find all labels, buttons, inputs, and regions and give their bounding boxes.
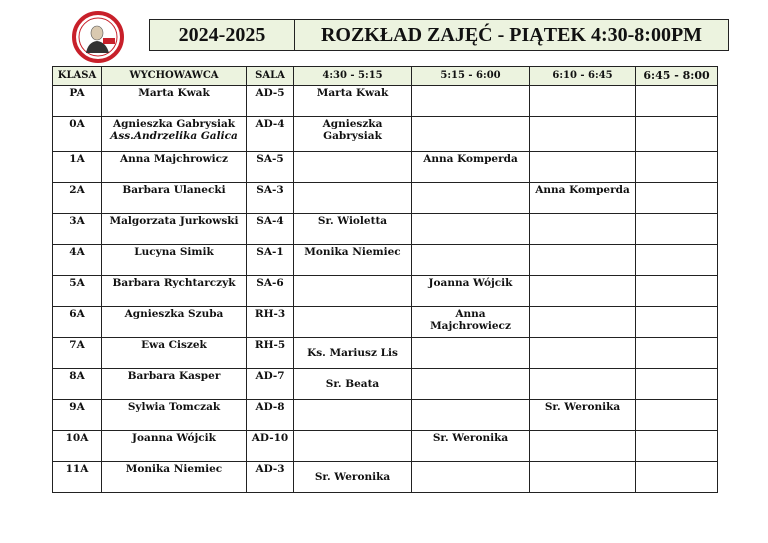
table-row [53,338,718,369]
slot-cell [530,214,636,245]
slot-cell [412,214,530,245]
slot-cell: Sr. Weronika [530,400,636,431]
slot-cell [294,400,412,431]
sala-cell: AD-8 [247,400,294,431]
slot-cell [636,307,718,338]
slot-cell: Marta Kwak [294,86,412,117]
wychowawca-cell: Sylwia Tomczak [102,400,247,431]
slot-cell [530,86,636,117]
slot-cell [412,369,530,400]
wychowawca-cell: Barbara Ulanecki [102,183,247,214]
wychowawca-cell: Malgorzata Jurkowski [102,214,247,245]
wychowawca-cell: Monika Niemiec [102,462,247,493]
slot-cell [636,400,718,431]
klasa-cell: 4A [53,245,102,276]
klasa-cell: 10A [53,431,102,462]
slot-cell [636,214,718,245]
slot-cell [530,152,636,183]
school-logo [72,11,124,63]
slot-cell [412,117,530,152]
table-row [53,245,718,276]
school-year: 2024-2025 [150,20,295,50]
slot-cell [412,400,530,431]
sala-cell: AD-3 [247,462,294,493]
slot-cell [636,462,718,493]
slot-cell [530,431,636,462]
sala-cell: SA-5 [247,152,294,183]
table-row [53,86,718,117]
slot-cell [530,117,636,152]
slot-cell [636,245,718,276]
sala-cell: AD-7 [247,369,294,400]
slot-cell: Anna Majchrowiecz [412,307,530,338]
slot-cell [636,183,718,214]
slot-cell [636,276,718,307]
table-row [53,183,718,214]
sala-cell: RH-5 [247,338,294,369]
teacher-name: Agnieszka Gabrysiak [112,118,236,130]
table-row [53,152,718,183]
wychowawca-cell: Agnieszka Szuba [102,307,247,338]
wychowawca-cell: Barbara Kasper [102,369,247,400]
column-header: SALA [247,67,294,86]
klasa-cell: 11A [53,462,102,493]
slot-cell [636,152,718,183]
slot-cell [530,338,636,369]
slot-cell: Monika Niemiec [294,245,412,276]
slot-cell: Sr. Weronika [412,431,530,462]
slot-cell [412,183,530,214]
table-row [53,369,718,400]
slot-cell [530,276,636,307]
table-row [53,431,718,462]
assistant-name: Ass.Andrzelika Galica [110,130,238,142]
sala-cell: SA-3 [247,183,294,214]
slot-cell [412,462,530,493]
slot-text: Sr. Beata [325,378,380,390]
column-header: KLASA [53,67,102,86]
slot-cell [636,369,718,400]
slot-cell [294,307,412,338]
slot-cell [412,338,530,369]
sala-cell: SA-6 [247,276,294,307]
slot-cell: Anna Komperda [530,183,636,214]
table-row [53,462,718,493]
klasa-cell: 0A [53,117,102,152]
slot-cell [636,117,718,152]
column-header: 6:10 - 6:45 [530,67,636,86]
slot-cell [636,338,718,369]
sala-cell: RH-3 [247,307,294,338]
table-row [53,307,718,338]
klasa-cell: 9A [53,400,102,431]
slot-cell [636,86,718,117]
wychowawca-cell: Lucyna Simik [102,245,247,276]
klasa-cell: 1A [53,152,102,183]
wychowawca-cell [102,117,247,152]
slot-cell: Sr. Wioletta [294,214,412,245]
wychowawca-cell: Marta Kwak [102,86,247,117]
table-row [53,214,718,245]
slot-cell [294,276,412,307]
wychowawca-cell: Barbara Rychtarczyk [102,276,247,307]
slot-cell [530,245,636,276]
column-header: 5:15 - 6:00 [412,67,530,86]
column-header: 4:30 - 5:15 [294,67,412,86]
wychowawca-cell: Ewa Ciszek [102,338,247,369]
slot-text: Ks. Mariusz Lis [307,347,398,359]
table-row [53,400,718,431]
wychowawca-cell: Joanna Wójcik [102,431,247,462]
slot-cell [530,369,636,400]
page-title: ROZKŁAD ZAJĘĆ - PIĄTEK 4:30-8:00PM [320,23,703,46]
slot-cell [530,462,636,493]
slot-cell [294,462,412,493]
klasa-cell: 5A [53,276,102,307]
wychowawca-cell: Anna Majchrowicz [102,152,247,183]
table-row [53,117,718,152]
sala-cell: AD-4 [247,117,294,152]
klasa-cell: 8A [53,369,102,400]
slot-cell [294,152,412,183]
sala-cell: SA-1 [247,245,294,276]
slot-cell: Agnieszka Gabrysiak [294,117,412,152]
slot-text: Sr. Weronika [314,471,391,483]
klasa-cell: 7A [53,338,102,369]
slot-cell [294,431,412,462]
slot-cell [636,431,718,462]
sala-cell: AD-5 [247,86,294,117]
table-header-row [53,67,718,86]
slot-cell: Joanna Wójcik [412,276,530,307]
slot-cell [294,369,412,400]
sala-cell: AD-10 [247,431,294,462]
slot-cell [294,183,412,214]
slot-cell [530,307,636,338]
column-header: 6:45 - 8:00 [636,67,718,86]
header-banner [149,19,729,51]
slot-cell [412,86,530,117]
klasa-cell: 3A [53,214,102,245]
schedule-table [52,66,718,493]
slot-cell [294,338,412,369]
sala-cell: SA-4 [247,214,294,245]
slot-cell: Anna Komperda [412,152,530,183]
column-header: WYCHOWAWCA [102,67,247,86]
klasa-cell: 6A [53,307,102,338]
klasa-cell: 2A [53,183,102,214]
klasa-cell: PA [53,86,102,117]
slot-cell [412,245,530,276]
table-row [53,276,718,307]
